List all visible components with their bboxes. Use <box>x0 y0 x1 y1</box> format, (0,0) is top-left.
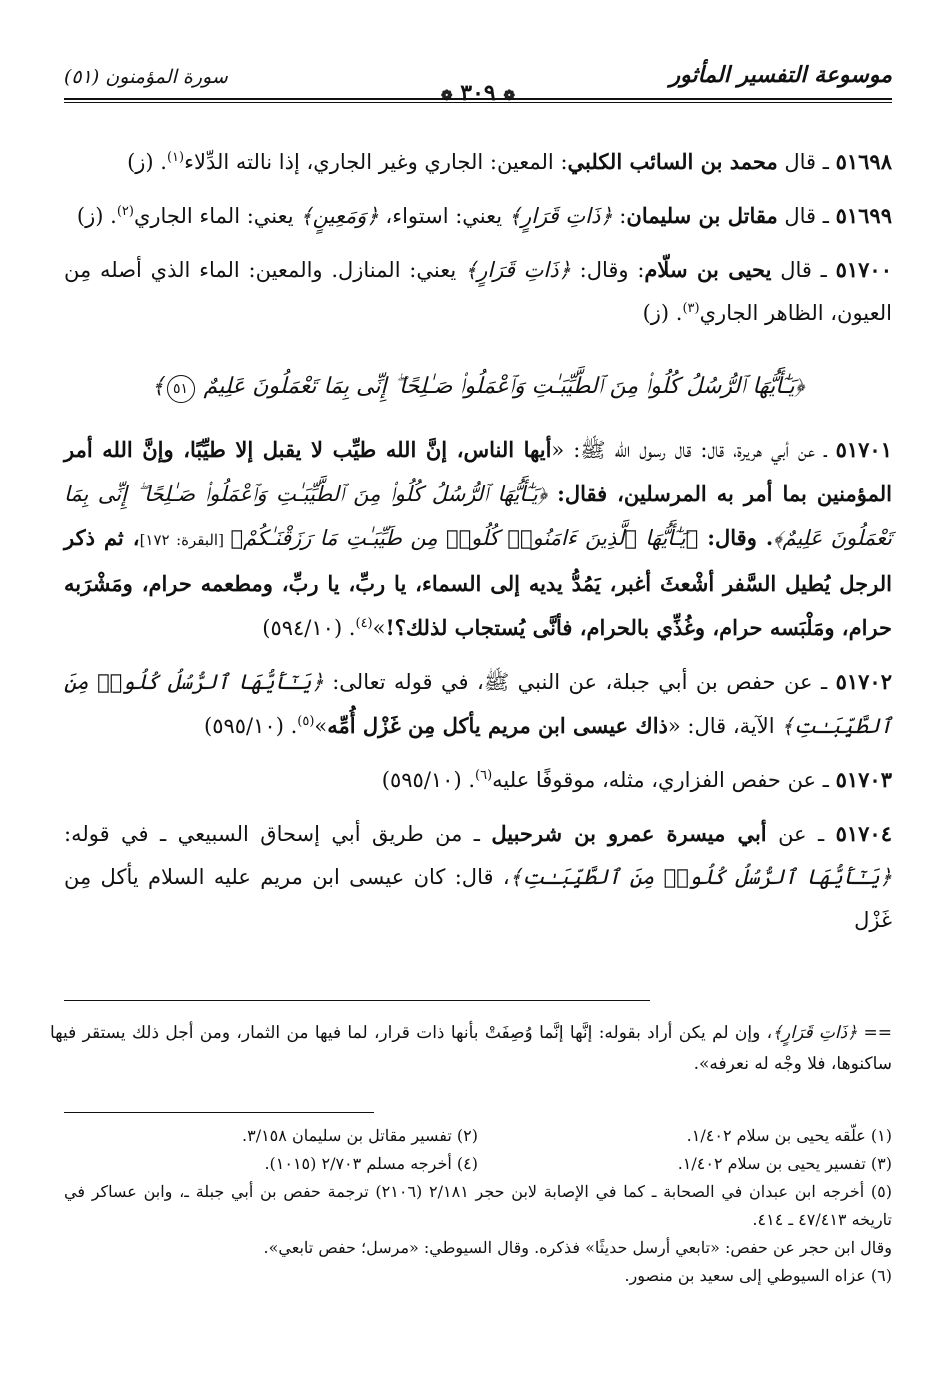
text: . (٥٩٥/١٠) <box>381 768 476 792</box>
footnote-row <box>64 1122 892 1150</box>
narrator-name: أبي ميسرة عمرو بن شرحبيل <box>491 821 767 846</box>
surah-title: سورة المؤمنون (٥١) <box>64 66 228 88</box>
footnote-ref[interactable]: (٤) <box>355 616 373 631</box>
entry-number: ٥١٦٩٩ <box>835 203 892 228</box>
ornament-icon: ❁ <box>440 88 453 104</box>
ayah-number-icon: ٥١ <box>167 375 195 403</box>
footnote: (١) علّقه يحيى بن سلام ١/٤٠٢. <box>686 1126 892 1145</box>
quran-quote: ﴿يَـٰٓأَيُّهَا ٱلرُّسُلُ كُلُوا۟ مِنَ ٱلطَّيِّبَـٰتِ﴾ <box>64 670 892 738</box>
continuation-mark: == <box>857 1023 893 1043</box>
hadith-text: ذاك عيسى ابن مريم يأكل مِن غَزْل أُمِّه <box>327 713 668 738</box>
hadith-entry <box>64 660 892 748</box>
hadith-text: . وقال: <box>698 525 774 550</box>
narrator-name: محمد بن السائب الكلبي <box>567 149 778 174</box>
hadith-entry <box>64 758 892 802</box>
main-text <box>64 140 892 952</box>
footnote-ref[interactable]: (٣) <box>682 301 700 316</box>
paragraph <box>64 248 892 335</box>
footnote: (٣) تفسير يحيى بن سلام ١/٤٠٢. <box>677 1154 892 1173</box>
paragraph <box>64 194 892 238</box>
narrator-name: يحيى بن سلّام <box>644 257 772 282</box>
text: ـ عن أبي هريرة، قال: قال رسول الله ﷺ: « <box>551 438 836 462</box>
quran-quote: ﴿ذَاتِ قَرَارٍ﴾ <box>464 258 571 282</box>
text: . (٥٩٤/١٠) <box>262 616 356 640</box>
ayah-close: ﴾ <box>151 374 165 399</box>
quran-quote: ﴿وَمَعِينٍ﴾ <box>300 204 379 228</box>
surah-reference: [البقرة: ١٧٢] <box>139 531 231 549</box>
header-rule-thin <box>64 102 892 103</box>
ornament-icon: ❁ <box>503 88 516 104</box>
text: : <box>612 204 627 228</box>
footnote: وقال ابن حجر عن حفص: «تابعي أرسل حديثًا» فذكره. وقال السيوطي: «مرسل؛ حفص تابعي». <box>263 1238 892 1257</box>
page-number-value: ٣٠٩ <box>460 80 496 106</box>
hadith-text: ، ثم ذكر الرجل يُطيل السَّفر أشْعثَ أغبر، يَمُدُّ يديه إلى السماء، يا ربِّ، يا ربِّ، ومطعمه حرام، ومَشْرَبه حرام، ومَلْبَسه حرام، وغُذِّي بالحرام، فأنَّى يُستجاب لذلك؟! <box>64 525 892 640</box>
quran-quote: ﴿ذَاتِ قَرَارٍ﴾ <box>772 1023 858 1043</box>
quran-quote: ﴿يَـٰٓأَيُّهَا ٱلرُّسُلُ كُلُوا۟ مِنَ ٱلطَّيِّبَـٰتِ وَٱعْمَلُوا۟ صَـٰلِحًا ۖ إِنِّى بِمَا تَعْمَلُونَ عَلِيمٌ﴾ <box>64 482 892 550</box>
page-header <box>64 62 892 106</box>
quran-quote: ﴿يَـٰٓأَيُّهَا ٱلرُّسُلُ كُلُوا۟ مِنَ ٱلطَّيِّبَـٰتِ﴾ <box>509 865 893 889</box>
text: ، قال: كان عيسى ابن مريم عليه السلام يأكل مِن غَزْل <box>64 865 892 932</box>
footnote: (٤) أخرجه مسلم ٢/٧٠٣ (١٠١٥). <box>264 1154 478 1173</box>
text: . (ز) <box>642 301 683 325</box>
entry-number: ٥١٦٩٨ <box>835 149 892 174</box>
text: يعني: المنازل. والمعين: الماء الذي أصله مِن العيون، الظاهر الجاري <box>64 258 892 325</box>
hadith-entry <box>64 428 892 650</box>
entry-number: ٥١٧٠٢ <box>835 669 892 694</box>
book-title: موسوعة التفسير المأثور <box>669 62 892 88</box>
separator-rule <box>64 1000 650 1001</box>
footnote-ref[interactable]: (٢) <box>116 204 134 219</box>
text: . (٥٩٥/١٠) <box>204 714 298 738</box>
footnote-ref[interactable]: (٦) <box>475 768 493 783</box>
text: . (ز) <box>127 150 167 174</box>
text: ـ قال <box>777 204 836 228</box>
text: . (ز) <box>76 204 117 228</box>
text: » <box>372 616 386 640</box>
text: يعني: استواء، <box>378 204 509 228</box>
entry-number: ٥١٧٠٠ <box>835 257 892 282</box>
footnote: (٥) أخرجه ابن عبدان في الصحابة ـ كما في الإصابة لابن حجر ٢/١٨١ (٢١٠٦) ترجمة حفص بن أبي جبلة ـ، وابن عساكر في تاريخه ٤٧/٤١٣ ـ ٤١٤. <box>64 1182 893 1229</box>
hadith-entry <box>64 812 892 942</box>
footnote: (٦) عزاه السيوطي إلى سعيد بن منصور. <box>624 1266 892 1285</box>
hadith-text: أيها الناس، إنَّ الله طيِّب لا يقبل إلا طيِّبًا، وإنَّ الله أمر المؤمنين بما أمر به المرسلين، فقال: <box>64 437 892 506</box>
entry-number: ٥١٧٠٤ <box>835 821 892 846</box>
entry-number: ٥١٧٠٣ <box>835 767 892 792</box>
text: : وقال: <box>570 258 645 282</box>
footnote-ref[interactable]: (٥) <box>297 714 315 729</box>
paragraph <box>64 140 892 184</box>
text: ـ قال <box>777 150 836 174</box>
text: ـ عن حفص بن أبي جبلة، عن النبي ﷺ، في قوله تعالى: <box>323 670 836 694</box>
text: ، وإن لم يكن أراد بقوله: إنَّها إنَّما وُصِفَتْ بأنها ذات قرار، لما فيها من الثمار، ومن أجل ذلك يستقر فيها ساكنوها، فلا وجْه له نعرفه». <box>50 1023 892 1074</box>
footnote-row <box>64 1150 892 1178</box>
quran-quote: ﴿ذَاتِ قَرَارٍ﴾ <box>508 204 613 228</box>
narrator-name: مقاتل بن سليمان <box>626 203 778 228</box>
text: ـ من طريق أبي إسحاق السبيعي ـ في قوله: <box>64 822 492 846</box>
quran-quote: ﴿يَـٰٓأَيُّهَا ٱلَّذِينَ ءَامَنُوا۟ كُلُوا۟ مِن طَيِّبَـٰتِ مَا رَزَقْنَـٰكُمْ﴾ <box>230 526 699 550</box>
text: : المعين: الجاري وغير الجاري، إذا نالته الدِّلاء <box>184 150 568 174</box>
header-rule <box>64 98 892 100</box>
ayah-heading <box>64 365 892 408</box>
text: » <box>314 714 328 738</box>
text: الآية، قال: « <box>667 714 782 738</box>
text: ـ عن حفص الفزاري، مثله، موقوفًا عليه <box>492 768 836 792</box>
footnote: (٢) تفسير مقاتل بن سليمان ٣/١٥٨. <box>242 1126 478 1145</box>
footnotes <box>64 1122 892 1290</box>
footnote-rule <box>64 1112 374 1113</box>
ayah-text: ﴿يَـٰٓأَيُّهَا ٱلرُّسُلُ كُلُوا۟ مِنَ ٱلطَّيِّبَـٰتِ وَٱعْمَلُوا۟ صَـٰلِحًا ۖ إِنِّى بِمَا تَعْمَلُونَ عَلِيمٌ <box>203 374 805 399</box>
footnote-ref[interactable]: (١) <box>166 150 185 165</box>
entry-number: ٥١٧٠١ <box>835 437 892 462</box>
text: ـ قال <box>771 258 836 282</box>
text: يعني: الماء الجاري <box>133 204 301 228</box>
continued-footnote <box>50 1018 892 1080</box>
text: ـ عن <box>766 822 836 846</box>
